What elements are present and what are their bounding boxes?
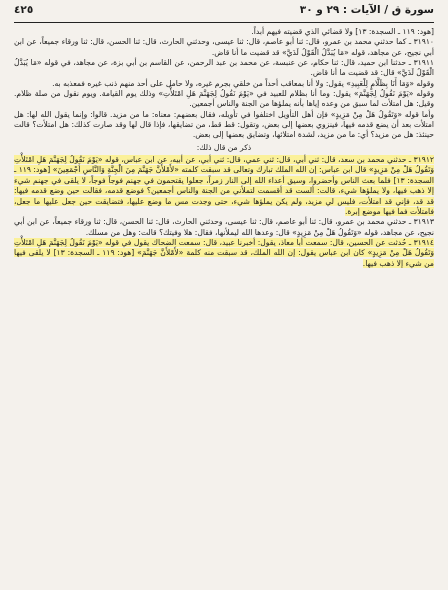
highlighted-text: ٣١٩١٤ ـ حُدثت عن الحسين، قال: سمعت أبا معاذ، يقول: أخبرنا عبيد، قال: سمعت الضحاك يقول في قوله «يَوْمَ نَقُولُ لِجَهَنَّمَ هَلِ امْتَلأْتِ وَتَقُولُ هَلْ مِنْ مَزِيدٍ» كان ابن عباس يقول: إن الله الملك، قد سبقت منه كلمة «لأَمْلأَنَّ جَهَنَّمَ» [هود: ١١٩ ـ السجدة: ١٣] لا يلقى فيها من شيء إلا ذهب فيها.	[14, 237, 434, 268]
paragraph-text: [هود: ١١٩ ـ السجدة: ١٣] ولا قضائي الذي قضيته فيهم أبداً.	[251, 27, 434, 36]
highlighted-text: ٣١٩١٢ ـ حدثني محمد بن سعد، قال: ثني أبي، قال: ثني عمي، قال: ثني أبي، عن أبيه، عن ابن عباس، قوله «يَوْمَ نَقُولُ لِجَهَنَّمَ هَلِ امْتَلأْتِ وَتَقُولُ هَلْ مِنْ مَزِيدٍ» قال ابن عباس: إن الله الملك تبارك وتعالى قد سبقت كلمته «لأَمْلأَنَّ جَهَنَّمَ مِنَ الْجِنَّةِ وَالنَّاسِ أَجْمَعِينَ» [هود: ١١٩ ـ السجدة: ١٣] فلما بعث الناس وأحضروا، وسيق أعداء الله إلى النار زمراً، جعلوا يقتحمون في جهنم فوجاً فوجاً، لا يلقى في جهنم شيء إلا ذهب فيها، ولا يملؤها شيء، قالت: ألست قد أقسمت لتملأني من الجنة والناس أجمعين؟ فوضع قدمه، فقالت حين وضع قدمه فيها: قد قد، فإني قد امتلأت، فليس لي مزيد، ولم يكن يملؤها شيء، حتى وجدت مس ما وضع عليها، فتضايقت حين جعل عليها ما جعل، فامتلأت فما فيها موضع إبرة.	[14, 155, 434, 216]
paragraph	[14, 110, 434, 141]
paragraph-text: وأما قوله «وَتَقُولُ هَلْ مِنْ مَزِيدٍ» فإن أهل التأويل اختلفوا في تأويله، فقال بعضهم: معناه: ما من مزيد. قالوا: وإنما يقول الله لها: هل امتلأت بعد أن يضع قدمه فيها، فينزوي بعضها إلى بعض، وتقول: قط قط، من تضايقها، فإذا قال لها وقد صارت كذلك: هل امتلأت؟ قالت حينئذ: هل من مزيد؟ أي: ما من مزيد، لشدة امتلائها، وتضايق بعضها إلى بعض.	[14, 109, 434, 140]
page-body	[14, 27, 434, 269]
paragraph-text: ذكر من قال ذلك:	[196, 142, 252, 152]
paragraph	[14, 238, 434, 269]
paragraph-text: ٣١٩١١ ـ حدثنا ابن حميد، قال: ثنا حكام، عن عنبسة، عن محمد بن عبد الرحمن، عن القاسم بن أبي بزة، عن مجاهد، في قوله «مَا يُبَدَّلُ الْقَوْلُ لَدَيَّ» قال: قد قضيت ما أنا قاض.	[14, 58, 434, 78]
paragraph	[14, 27, 434, 37]
paragraph-text: ٣١٩١٠ ـ كما حدثني محمد بن عمرو، قال: ثنا أبو عاصم، قال: ثنا عيسى، وحدثني الحارث، قال: ثنا الحسن، قال: ثنا ورقاء جميعاً، عن ابن أبي نجيح، عن مجاهد، قوله «مَا يُبَدَّلُ الْقَوْلُ لَدَيَّ» قد قضيت ما أنا قاض.	[14, 37, 434, 57]
page-number: ٤٢٥	[14, 4, 34, 16]
paragraph	[14, 79, 434, 89]
paragraph	[14, 155, 434, 217]
running-title: سورة ق / الآيات : ٢٩ و ٣٠	[299, 4, 434, 16]
paragraph	[14, 217, 434, 238]
paragraph-text: وقوله «وَمَا أَنَا بِظَلَّامٍ لِلْعَبِيدِ» يقول: ولا أنا بمعاقب أحداً من خلقي بجرم غيره، ولا حامل على أحد منهم ذنب غيره فمعذبه به.	[52, 78, 434, 88]
paragraph	[14, 89, 434, 110]
paragraph-text: وقوله «يَوْمَ نَقُولُ لِجَهَنَّمَ» يقول: وما أنا بظلام للعبيد في «يَوْمَ نَقُولُ لِجَهَنَّمَ هَلِ امْتَلأْتِ» وذلك يوم القيامة. ويوم نقول من صلة ظلام. وقيل: هل امتلأت لما سبق من وعده إياها بأنه يملؤها من الجنة والناس أجمعين.	[14, 89, 434, 109]
paragraph-text: ٣١٩١٣ ـ حدثني محمد بن عمرو، قال: ثنا أبو عاصم، قال: ثنا عيسى، وحدثني الحارث، قال: ثنا الحسن، قال: ثنا ورقاء جميعاً، عن ابن أبي نجيح، عن مجاهد، قوله «وَتَقُولُ هَلْ مِنْ مَزِيدٍ» قال: وعدها الله ليملأنها، فقال: هلا وفيتك؟ قالت: وهل من مسلك.	[14, 217, 434, 237]
paragraph	[14, 37, 434, 58]
paragraph	[14, 143, 434, 153]
paragraph	[14, 58, 434, 79]
page-header	[14, 4, 434, 23]
